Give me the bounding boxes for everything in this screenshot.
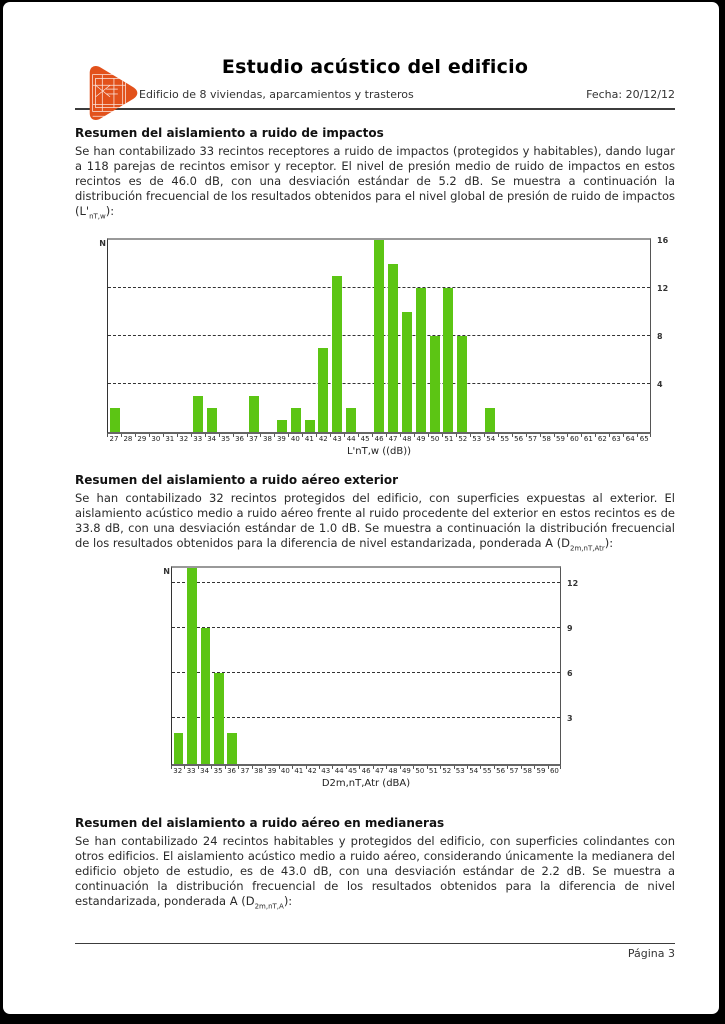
x-axis-tick-label: 33 [191,434,205,445]
x-axis-tick-label: 46 [359,766,372,777]
x-axis-tick-label: 44 [332,766,345,777]
x-axis-tick-label: 35 [211,766,224,777]
x-axis-tick-label: 58 [540,434,554,445]
x-axis-tick-label: 38 [252,766,265,777]
histogram-bar [416,288,426,432]
histogram-bar [318,348,328,432]
x-axis-tick-label: 40 [288,434,302,445]
histogram-bar [346,408,356,432]
footer-divider [75,943,675,944]
x-axis-tick-label: 36 [225,766,238,777]
gridline [172,582,560,583]
section-paragraph: Se han contabilizado 33 recintos receptores a ruido de impactos (protegidos y habitables), dando lugar a 118 parejas de recintos emisor y receptor. El nivel de presión medio de ruido de impactos en estos recintos es de 46.0 dB, con una desviación estándar de 5.2 dB. Se muestra a continuación la distribución frecuencial de los resultados obtenidos para el nivel global de presión de ruido de impactos $(L'_{nT,w})$: [75,144,675,221]
x-axis-tick-label: 47 [373,766,386,777]
x-axis-tick-label: 49 [414,434,428,445]
x-axis-tick-label: 51 [442,434,456,445]
x-axis-tick-label: 54 [484,434,498,445]
x-axis-tick-label: 36 [233,434,247,445]
x-axis-tick-label: 52 [440,766,453,777]
section-impact-noise [75,126,675,224]
x-axis-tick-label: 61 [581,434,595,445]
document-title: Estudio acústico del edificio [221,56,529,78]
page-content [75,42,675,914]
x-axis-tick-label: 33 [184,766,197,777]
histogram-bar [193,396,203,432]
x-axis-tick-label: 29 [135,434,149,445]
x-axis-tick-label: 27 [107,434,121,445]
date-label: Fecha: 20/12/12 [586,88,675,101]
x-axis-tick-label: 34 [205,434,219,445]
y-axis-tick-label: 12 [657,284,669,294]
header-divider [75,108,675,110]
y-axis-tick-label: 8 [657,332,663,342]
document-page [3,2,719,1014]
y-axis-tick-label: 16 [657,236,669,246]
y-axis-tick-label: 9 [567,623,573,633]
x-axis-tick-label: 31 [163,434,177,445]
report-footer [75,943,675,960]
x-axis-tick-label: 52 [456,434,470,445]
x-axis-tick-label: 35 [219,434,233,445]
histogram-bar [277,420,287,432]
histogram-bar [402,312,412,432]
y-axis-tick-label: 12 [567,578,579,588]
x-axis-tick-label: 43 [330,434,344,445]
x-axis-tick-label: 57 [507,766,520,777]
y-axis-tick-label: 4 [657,380,663,390]
histogram-bar [201,628,211,764]
section-exterior-airborne-noise [75,473,675,556]
x-axis-tick-label: 37 [247,434,261,445]
x-axis-tick-label: 60 [567,434,581,445]
x-axis-tick-label: 45 [346,766,359,777]
x-axis-tick-label: 50 [428,434,442,445]
x-axis-tick-label: 53 [454,766,467,777]
x-axis-tick-label: 48 [400,434,414,445]
company-logo-icon [81,60,143,126]
section-party-wall-airborne-noise [75,816,675,914]
x-axis-tick-label: 28 [121,434,135,445]
histogram-bar [388,264,398,432]
exterior-airborne-histogram [163,566,579,789]
x-axis-tick-label: 50 [413,766,426,777]
x-axis-tick-label: 45 [358,434,372,445]
histogram-bar [457,336,467,432]
x-axis-tick-label: 39 [274,434,288,445]
histogram-bar [227,733,237,763]
x-axis-tick-label: 32 [177,434,191,445]
x-axis-tick-label: 41 [302,434,316,445]
x-axis-tick-label: 34 [198,766,211,777]
x-axis-tick-label: 41 [292,766,305,777]
x-axis-tick-labels [107,434,651,445]
x-axis-tick-label: 37 [238,766,251,777]
x-axis-tick-label: 46 [372,434,386,445]
histogram-bar [430,336,440,432]
section-heading: Resumen del aislamiento a ruido de impactos [75,126,384,140]
gridline [172,717,560,718]
x-axis-tick-label: 65 [637,434,651,445]
x-axis-tick-label: 62 [595,434,609,445]
section-paragraph: Se han contabilizado 24 recintos habitables y protegidos del edificio, con superficies colindantes con otros edificios. El aislamiento acústico medio a ruido aéreo, considerando únicamente la medianera del edificio objeto de estudio, es de 43.0 dB, con una desviación estándar de 2.2 dB. Se muestra a continuación la distribución frecuencial de los resultados obtenidos para la diferencia de nivel estandarizada, ponderada A $(D_{2m,nT,A})$: [75,833,675,910]
x-axis-tick-label: 54 [467,766,480,777]
gridline [172,672,560,673]
impact-noise-plot-area [99,236,669,434]
impact-noise-histogram [99,236,669,458]
histogram-bar [291,408,301,432]
section-paragraph: Se han contabilizado 32 recintos protegidos del edificio, con superficies expuestas al exterior. El aislamiento acústico medio a ruido aéreo frente al ruido procedente del exterior en estos recintos es de 33.8 dB, con una desviación estándar de 1.0 dB. Se muestra a continuación la distribución frecuencial de los resultados obtenidos para la diferencia de nivel estandarizada, ponderada A $(D_{2m,nT,Atr})$: [75,491,675,553]
x-axis-tick-label: 53 [470,434,484,445]
x-axis-tick-label: 38 [260,434,274,445]
histogram-bar [110,408,120,432]
x-axis-tick-label: 48 [386,766,399,777]
x-axis-tick-label: 56 [494,766,507,777]
histogram-bar [332,276,342,432]
section-heading: Resumen del aislamiento a ruido aéreo exterior [75,473,398,488]
x-axis-title: D2m,nT,Atr (dBA) [321,777,411,789]
histogram-bar [374,240,384,432]
x-axis-tick-label: 43 [319,766,332,777]
histogram-bar [485,408,495,432]
x-axis-tick-label: 57 [526,434,540,445]
histogram-bar [305,420,315,432]
histogram-bar [443,288,453,432]
y-axis-tick-label: 6 [567,669,573,679]
x-axis-tick-label: 64 [623,434,637,445]
x-axis-tick-label: 58 [521,766,534,777]
section-heading: Resumen del aislamiento a ruido aéreo en medianeras [75,815,445,830]
histogram-bar [187,568,197,764]
y-axis-label: N [99,239,106,249]
x-axis-tick-label: 47 [386,434,400,445]
histogram-bar [249,396,259,432]
exterior-airborne-plot-area [163,566,579,766]
x-axis-tick-label: 42 [316,434,330,445]
y-axis-label: N [163,566,170,576]
x-axis-tick-label: 60 [548,766,561,777]
gridline [172,627,560,628]
histogram-bar [207,408,217,432]
page-number: Página 3 [627,947,675,960]
x-axis-tick-labels [171,766,561,777]
x-axis-tick-label: 32 [171,766,184,777]
report-header [75,56,675,110]
x-axis-tick-label: 39 [265,766,278,777]
x-axis-tick-label: 63 [609,434,623,445]
x-axis-tick-label: 42 [306,766,319,777]
x-axis-tick-label: 30 [149,434,163,445]
x-axis-title: L'nT,w ((dB)) [346,446,412,458]
x-axis-tick-label: 40 [279,766,292,777]
project-subtitle: Edificio de 8 viviendas, aparcamientos y trasteros [139,88,414,101]
x-axis-tick-label: 49 [400,766,413,777]
x-axis-tick-label: 55 [498,434,512,445]
y-axis-tick-label: 3 [567,714,573,724]
histogram-bar [174,733,184,763]
x-axis-tick-label: 59 [554,434,568,445]
x-axis-tick-label: 59 [534,766,547,777]
x-axis-tick-label: 55 [480,766,493,777]
histogram-bar [214,673,224,763]
x-axis-tick-label: 44 [344,434,358,445]
x-axis-tick-label: 56 [512,434,526,445]
x-axis-tick-label: 51 [427,766,440,777]
